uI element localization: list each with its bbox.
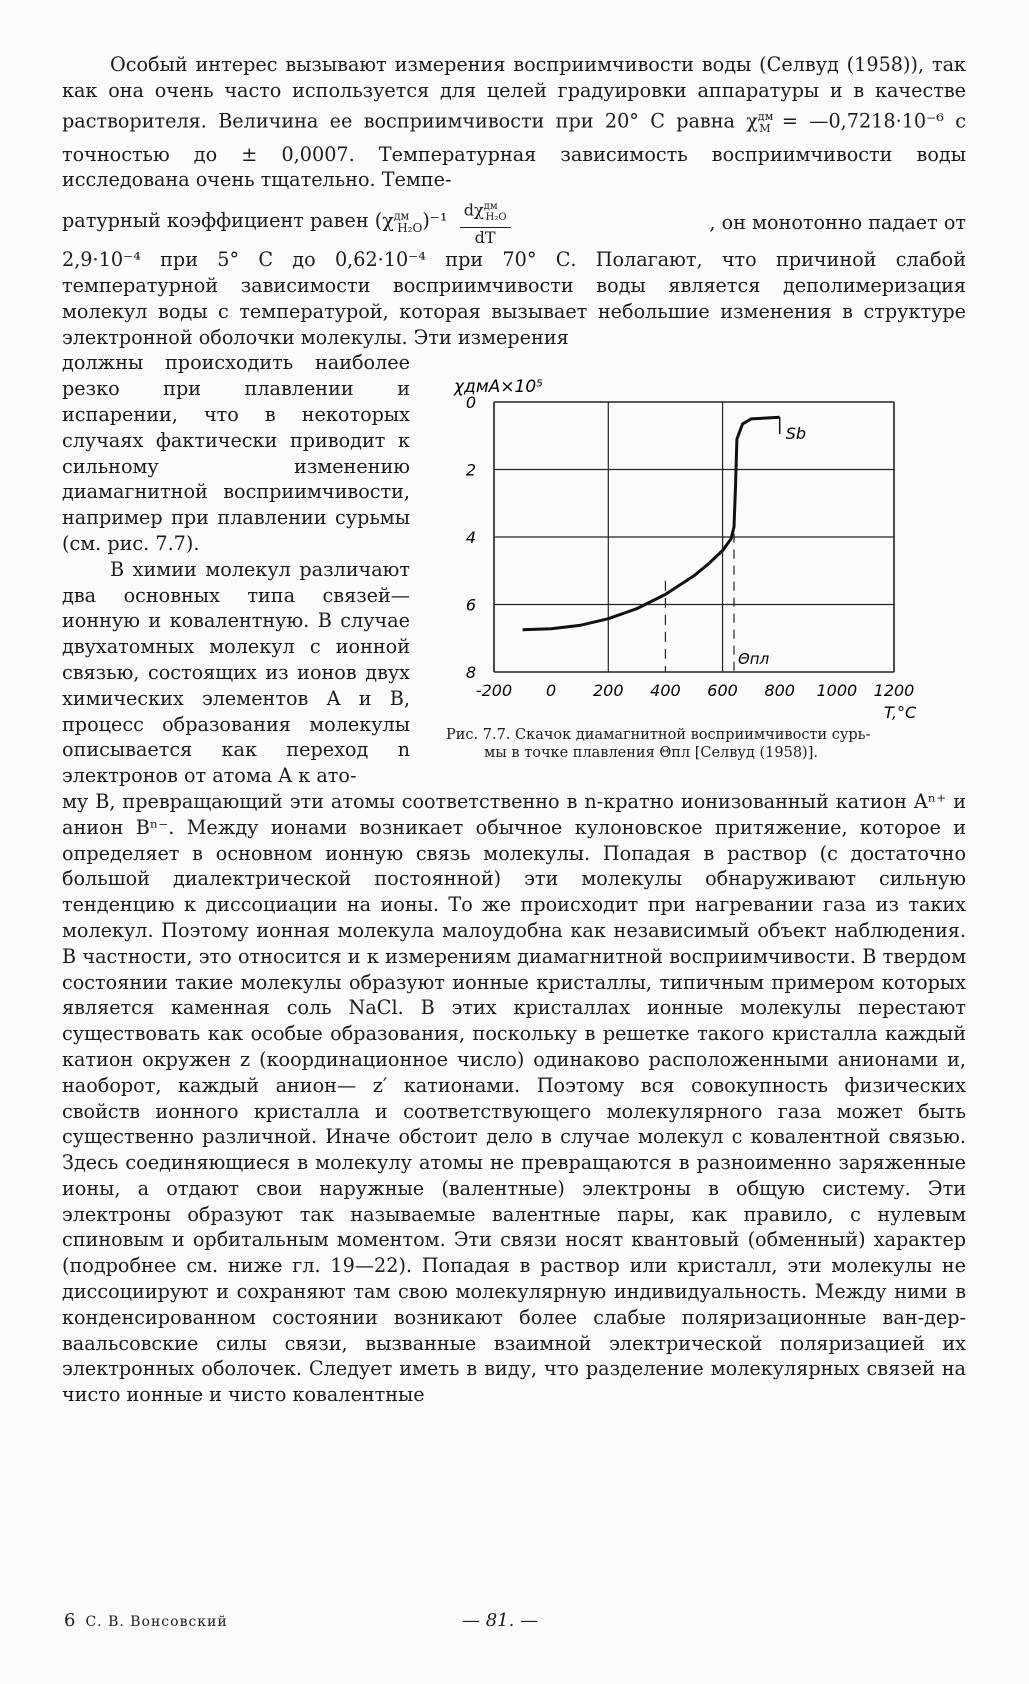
x-tick-label: 800	[764, 681, 795, 701]
page-footer	[64, 1610, 964, 1640]
series-label-sb: Sb	[785, 424, 807, 444]
y-axis-label: χдмA×10⁵	[454, 377, 543, 398]
x-axis-label: T,°C	[884, 703, 917, 721]
x-tick-label: 400	[650, 681, 681, 701]
paragraph-1: Особый интерес вызывают измерения восприимчивости воды (Селвуд (1958)), так как она очень часто используется для целей градуировки аппаратуры и в качестве растворителя. Величина ее восприимчивости при 20° С равна $\chi^{дм}_M$ = —0,7218·10⁻⁶ с точностью до ± 0,0007. Температурная зависимость восприимчивости воды исследована очень тщательно. Темпе-	[62, 53, 966, 192]
x-tick-label: 200	[593, 681, 624, 701]
x-tick-label: 0	[546, 681, 557, 701]
page-number: — 81. —	[462, 1610, 539, 1631]
series-line-sb	[523, 418, 780, 631]
formula-text-right: , он монотонно падает от	[709, 210, 966, 234]
figure-7-7	[434, 350, 966, 789]
x-tick-label: -200	[475, 681, 513, 701]
formula-line	[62, 197, 966, 247]
signature-mark: 6 С. В. Вонсовский	[64, 1610, 228, 1631]
page-content	[62, 52, 966, 1408]
figure-wrap	[62, 350, 966, 789]
x-tick-label: 1000	[816, 681, 858, 701]
formula-text-left: ратурный коэффициент равен $(\chi^{дм}_{H_2O})^{-1}$ $\frac{d\chi^{дм}_{H_2O}}{dT}$	[62, 197, 517, 247]
y-tick-label: 2	[465, 460, 476, 480]
paragraph-2: 2,9·10⁻⁴ при 5° С до 0,62·10⁻⁴ при 70° С. Полагают, что причиной слабой температурной зависимости восприимчивости воды является деполимеризация молекул воды с температурой, которая вызывает небольшие изменения в структуре электронной оболочки молекулы. Эти измерения	[62, 248, 966, 349]
derivative-fraction: $\frac{d\chi^{дм}_{H_2O}}{dT}$	[460, 197, 511, 247]
y-tick-label: 8	[465, 663, 476, 683]
y-tick-label: 4	[465, 528, 476, 548]
melting-point-label: Θпл	[738, 650, 770, 669]
figure-caption: Рис. 7.7. Скачок диамагнитной восприимчивости сурь- мы в точке плавления Θпл [Селвуд (1958)].	[446, 727, 871, 762]
y-tick-label: 0	[465, 393, 476, 413]
y-tick-label: 6	[465, 595, 476, 615]
x-tick-label: 1200	[873, 681, 915, 701]
x-tick-label: 600	[707, 681, 738, 701]
susceptibility-chart	[434, 350, 966, 720]
left-paragraph-2: В химии молекул различают два основных типа связей—ионную и ковалентную. В случае двухатомных молекул с ионной связью, состоящих из ионов двух химических элементов A и B, процесс образования молекулы описывается как переход n электронов от атома A к ато-	[62, 557, 410, 788]
left-column	[62, 350, 410, 789]
paragraph-3: му B, превращающий эти атомы соответственно в n-кратно ионизованный катион Aⁿ⁺ и анион Bⁿ⁻. Между ионами возникает обычное кулоновское притяжение, которое и определяет в основном ионную связь молекулы. Попадая в раствор (с достаточно большой диалектрической постоянной) эти молекулы обнаруживают сильную тенденцию к диссоциации на ионы. То же происходит при нагревании газа из таких молекул. Поэтому ионная молекула малоудобна как независимый объект наблюдения. В частности, это относится и к измерениям диамагнитной восприимчивости. В твердом состоянии такие молекулы образуют ионные кристаллы, типичным примером которых является каменная соль NaCl. В этих кристаллах ионные молекулы перестают существовать как особые образования, поскольку в решетке такого кристалла каждый катион окружен z (координационное число) одинаково расположенными анионами и, наоборот, каждый анион— z′ катионами. Поэтому вся совокупность физических свойств ионного кристалла и соответствующего молекулярного газа может быть существенно различной. Иначе обстоит дело в случае молекул с ковалентной связью. Здесь соединяющиеся в молекулу атомы не превращаются в разноименно заряженные ионы, а отдают свои наружные (валентные) электроны в общую систему. Эти электроны образуют так называемые валентные пары, как правило, с нулевым спиновым и орбитальным моментом. Эти связи носят квантовый (обменный) характер (подробнее см. ниже гл. 19—22). Попадая в раствор или кристалл, эти молекулы не диссоциируют и сохраняют там свою молекулярную индивидуальность. Между ними в конденсированном состоянии возникают более слабые поляризационные ван-дер-ваальсовские силы связи, вызванные взаимной электрической поляризацией их электронных оболочек. Следует иметь в виду, что разделение молекулярных связей на чисто ионные и чисто ковалентные	[62, 789, 966, 1407]
left-paragraph-1: должны происходить наиболее резко при плавлении и испарении, что в некоторых случаях фактически приводит к сильному изменению диамагнитной восприимчивости, например при плавлении сурьмы (см. рис. 7.7).	[62, 351, 410, 555]
